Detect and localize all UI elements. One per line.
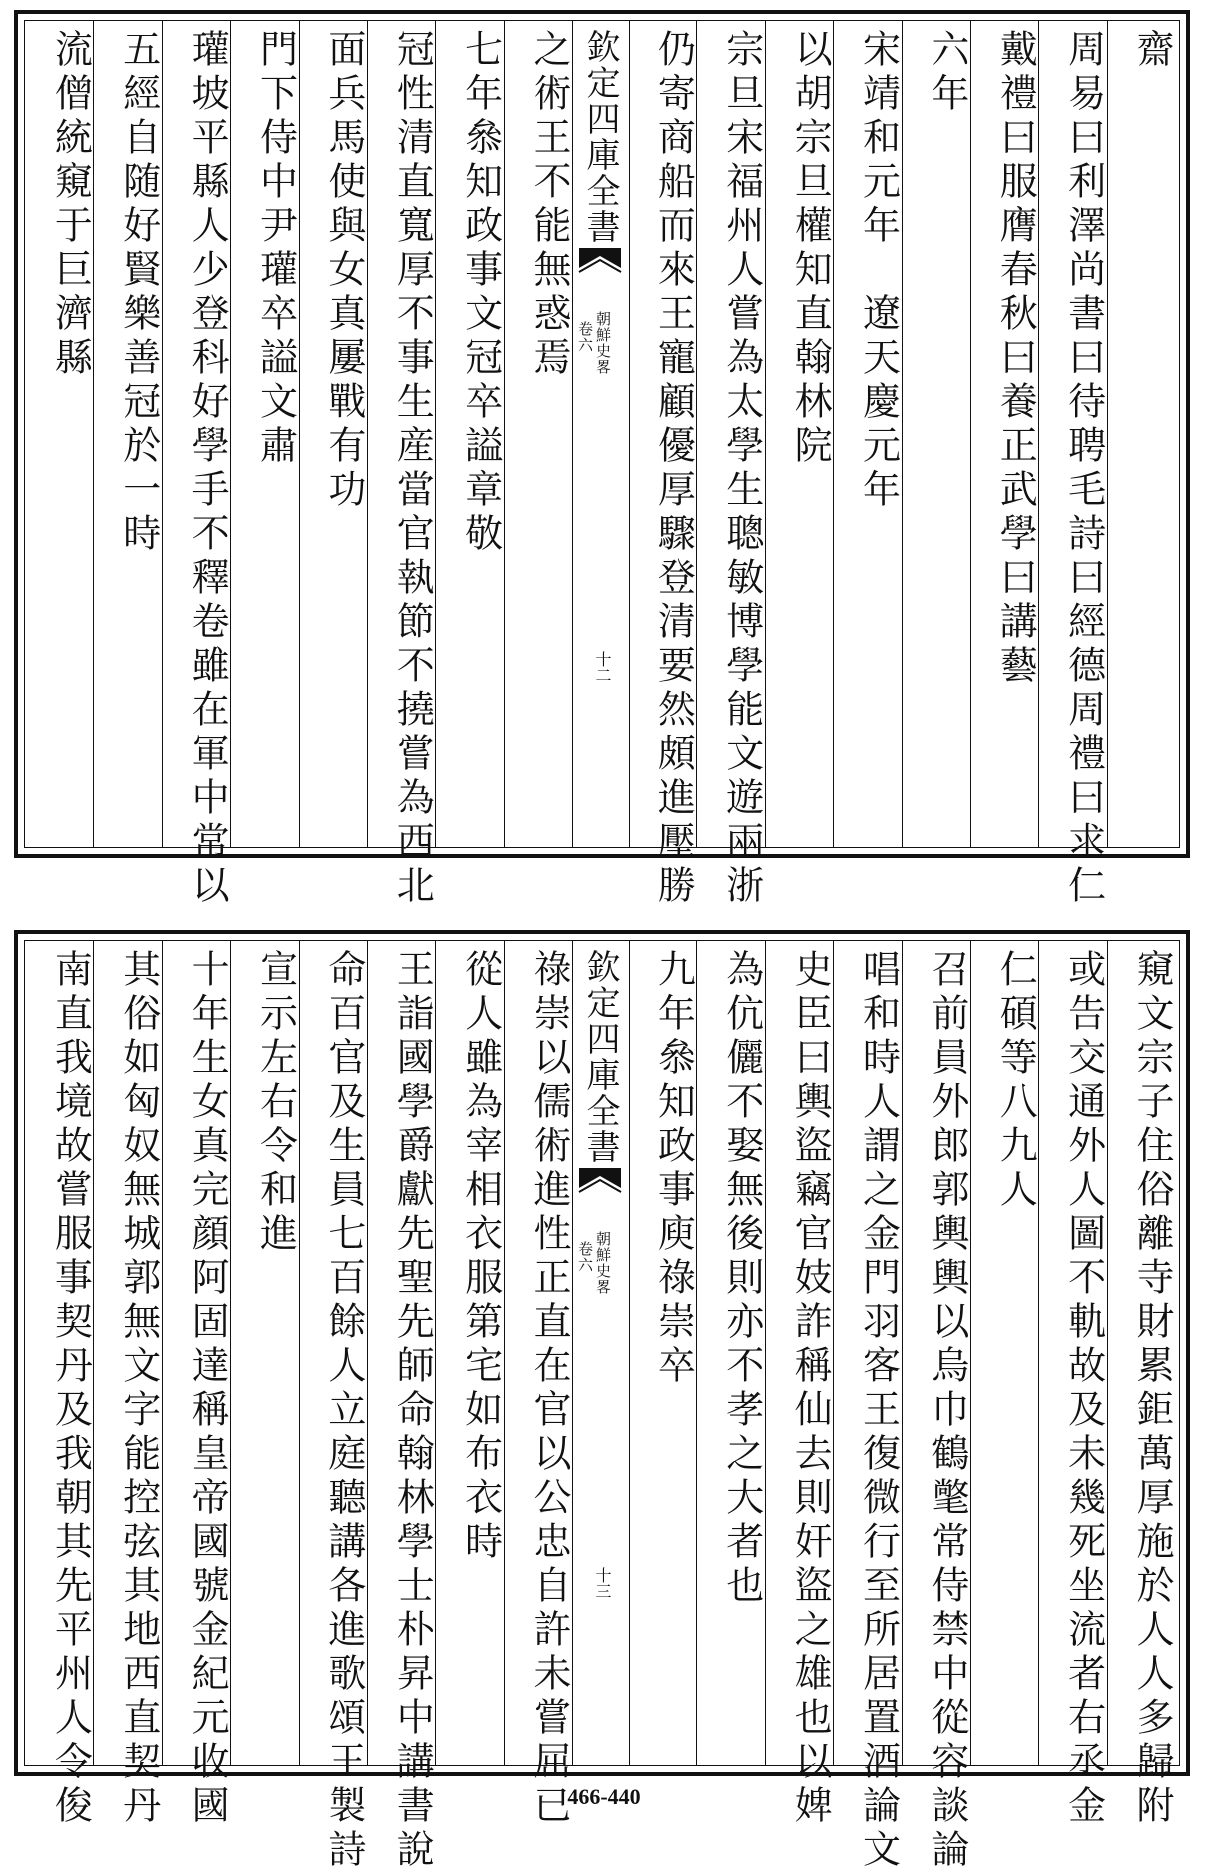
column-rule: [230, 21, 231, 847]
volume-label: 卷六: [576, 1241, 594, 1273]
column-rule: [504, 21, 505, 847]
book-title: 朝鮮史畧: [594, 1231, 612, 1295]
folio-number: 十二: [593, 651, 612, 683]
text-column: 之術王不能無惑焉: [527, 29, 571, 381]
column-rule: [435, 21, 436, 847]
text-column: 史臣曰輿盜竊官妓詐稱仙去則奸盜之雄也以婢: [788, 949, 833, 1829]
column-rule: [1107, 21, 1108, 847]
page-upper: [14, 10, 1190, 909]
text-column: 面兵馬使與女真屢戰有功: [321, 29, 366, 513]
text-column: 南直我境故嘗服事契丹及我朝其先平州人令俊: [48, 949, 93, 1829]
column-rule: [93, 21, 94, 847]
text-column: 齋: [1130, 29, 1174, 73]
text-column: 召前員外郎郭輿輿以烏巾鶴氅常侍禁中從容談論: [924, 949, 969, 1873]
text-column: 王詣國學爵獻先聖先師命翰林學士朴昇中講書說: [390, 949, 435, 1873]
column-rule: [765, 21, 766, 847]
text-column: 為伉儷不娶無後則亦不孝之大者也: [719, 949, 764, 1609]
column-rule: [230, 941, 231, 1765]
column-rule: [1038, 941, 1039, 1765]
volume-label: 卷六: [576, 321, 594, 353]
text-column: 從人雖為宰相衣服第宅如布衣時: [458, 949, 503, 1565]
column-rule: [696, 21, 697, 847]
column-rule: [833, 941, 834, 1765]
text-column: 窺文宗子住俗離寺財累鉅萬厚施於人人多歸附: [1130, 949, 1174, 1829]
column-rule: [162, 941, 163, 1765]
fishtail-mark-icon: [577, 246, 623, 286]
text-column: 六年: [924, 29, 969, 117]
column-rule: [299, 21, 300, 847]
book-title: 朝鮮史畧: [594, 311, 612, 375]
fishtail-mark-icon: [577, 1166, 623, 1206]
column-rule: [902, 941, 903, 1765]
column-rule: [93, 941, 94, 1765]
column-rule: [902, 21, 903, 847]
column-rule: [970, 941, 971, 1765]
text-column: 九年叅知政事庾祿崇卒: [651, 949, 696, 1389]
text-column: 流僧統窺于巨濟縣: [48, 29, 93, 381]
text-column: 周易曰利澤尚書曰待聘毛詩曰經德周禮曰求仁: [1061, 29, 1106, 909]
text-column: 宗旦宋福州人嘗為太學生聰敏博學能文遊兩浙: [719, 29, 764, 909]
column-rule: [367, 21, 368, 847]
column-rule: [1038, 21, 1039, 847]
collection-title: 欽定四庫全書: [580, 29, 620, 245]
text-column: 十年生女真完顔阿固達稱皇帝國號金紀元收國: [185, 949, 230, 1829]
column-rule: [833, 21, 834, 847]
column-rule: [367, 941, 368, 1765]
text-column: 其俗如匈奴無城郭無文字能控弦其地西直契丹: [116, 949, 161, 1829]
center-fold: [572, 21, 630, 847]
text-column: 冠性清直寬厚不事生産當官執節不撓嘗為西北: [390, 29, 435, 909]
page-number: 466-440: [567, 1784, 641, 1809]
text-column: 門下侍中尹瓘卒謚文肅: [253, 29, 298, 469]
text-column: 以胡宗旦權知直翰林院: [788, 29, 833, 469]
text-column: 七年叅知政事文冠卒謚章敬: [458, 29, 503, 557]
column-rule: [162, 21, 163, 847]
text-column: 戴禮曰服膺春秋曰養正武學曰講藝: [993, 29, 1038, 689]
folio-number: 十三: [593, 1567, 612, 1599]
text-column: 祿崇以儒術進性正直在官以公忠自許未嘗屈已: [527, 949, 571, 1829]
text-column: 仍寄商船而來王寵顧優厚驟登清要然頗進壓勝: [651, 29, 696, 909]
column-rule: [970, 21, 971, 847]
text-column: 瓘坡平縣人少登科好學手不釋卷雖在軍中常以: [185, 29, 230, 909]
column-rule: [696, 941, 697, 1765]
text-column: 宣示左右令和進: [253, 949, 298, 1257]
text-column: 宋靖和元年 遼天慶元年: [856, 29, 901, 513]
text-column: 或告交通外人圖不軌故及未幾死坐流者右丞金: [1061, 949, 1106, 1829]
text-column: 五經自随好賢樂善冠於一時: [116, 29, 161, 557]
text-column: 命百官及生員七百餘人立庭聽講各進歌頌王製詩: [321, 949, 366, 1873]
column-rule: [504, 941, 505, 1765]
collection-title: 欽定四庫全書: [580, 949, 620, 1165]
center-fold: [572, 941, 630, 1765]
column-rule: [299, 941, 300, 1765]
column-rule: [765, 941, 766, 1765]
column-rule: [1107, 941, 1108, 1765]
column-rule: [435, 941, 436, 1765]
text-column: 唱和時人謂之金門羽客王復微行至所居置酒論文: [856, 949, 901, 1873]
text-column: 仁碩等八九人: [993, 949, 1038, 1213]
